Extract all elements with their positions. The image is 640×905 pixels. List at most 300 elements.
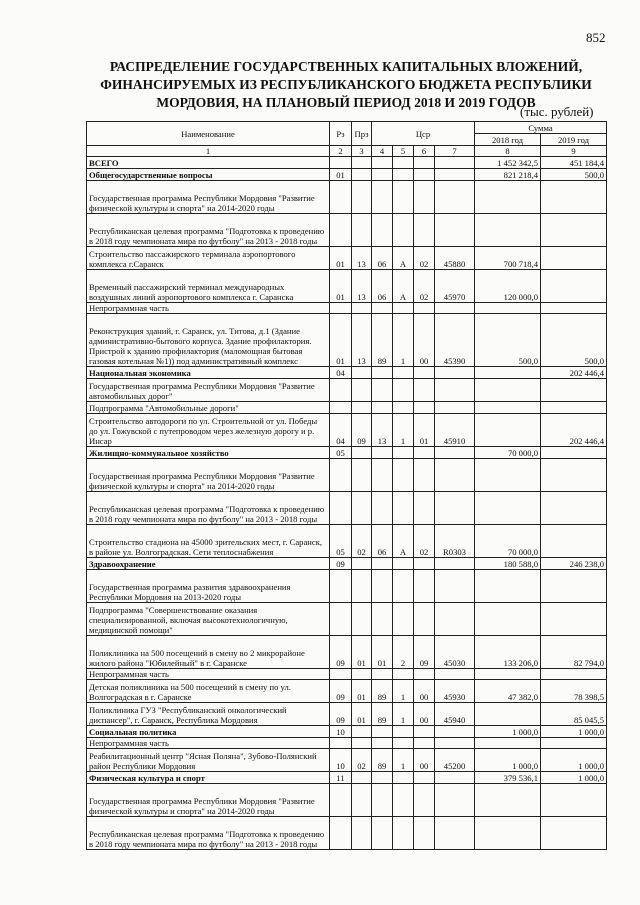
header-2018: 2018 год: [475, 134, 541, 146]
cell-csr-3: 02: [414, 247, 435, 270]
cell-csr-2: 1: [393, 414, 414, 447]
cell-rz: 10: [330, 726, 352, 738]
cell-name: Республиканская целевая программа "Подготовка к проведению в 2018 году чемпионата мира по футболу" на 2013 - 2018 годы: [87, 492, 330, 525]
cell-csr-4: [435, 570, 475, 603]
table-row: [87, 636, 607, 669]
cell-rz: 01: [330, 270, 352, 303]
cell-sum-2019: 82 794,0: [541, 636, 607, 669]
col-number: 1: [87, 146, 330, 157]
cell-rz: [330, 492, 352, 525]
cell-name: Республиканская целевая программа "Подготовка к проведению в 2018 году чемпионата мира по футболу" на 2013 - 2018 годы: [87, 817, 330, 850]
cell-csr-1: [372, 379, 393, 402]
cell-rz: [330, 738, 352, 749]
cell-csr-4: [435, 447, 475, 459]
cell-rz: [330, 379, 352, 402]
cell-prz: [352, 379, 372, 402]
cell-csr-1: [372, 817, 393, 850]
cell-prz: [352, 492, 372, 525]
title-line: ФИНАНСИРУЕМЫХ ИЗ РЕСПУБЛИКАНСКОГО БЮДЖЕТА РЕСПУБЛИКИ: [100, 77, 592, 92]
table-row: [87, 738, 607, 749]
cell-rz: [330, 603, 352, 636]
cell-csr-2: [393, 379, 414, 402]
cell-sum-2018: 1 452 342,5: [475, 157, 541, 169]
cell-rz: 09: [330, 636, 352, 669]
table-row: [87, 270, 607, 303]
cell-name: Государственная программа Республики Мордовия "Развитие физической культуры и спорта" на 2014-2020 годы: [87, 181, 330, 214]
cell-sum-2019: 202 446,4: [541, 414, 607, 447]
cell-sum-2019: [541, 738, 607, 749]
cell-name: Поликлиника ГУЗ "Республиканский онкологический диспансер", г. Саранск, Республика Мордовия: [87, 703, 330, 726]
table-row: [87, 492, 607, 525]
cell-csr-3: [414, 570, 435, 603]
cell-rz: 01: [330, 169, 352, 181]
cell-csr-2: [393, 726, 414, 738]
cell-sum-2018: 821 218,4: [475, 169, 541, 181]
table-row: [87, 680, 607, 703]
cell-csr-1: [372, 772, 393, 784]
cell-sum-2018: 379 536,1: [475, 772, 541, 784]
cell-prz: 01: [352, 680, 372, 703]
cell-csr-1: 89: [372, 680, 393, 703]
cell-rz: [330, 181, 352, 214]
cell-csr-4: [435, 459, 475, 492]
cell-csr-2: [393, 492, 414, 525]
cell-sum-2018: [475, 817, 541, 850]
table-row: [87, 703, 607, 726]
cell-csr-1: [372, 447, 393, 459]
cell-csr-2: [393, 367, 414, 379]
cell-sum-2018: [475, 414, 541, 447]
cell-csr-3: 01: [414, 414, 435, 447]
cell-csr-2: [393, 558, 414, 570]
cell-prz: 13: [352, 314, 372, 367]
cell-rz: [330, 303, 352, 314]
cell-csr-3: 00: [414, 749, 435, 772]
cell-csr-3: [414, 459, 435, 492]
cell-prz: 01: [352, 636, 372, 669]
cell-csr-2: [393, 303, 414, 314]
cell-csr-4: [435, 772, 475, 784]
cell-sum-2019: [541, 214, 607, 247]
cell-csr-3: [414, 726, 435, 738]
cell-csr-4: 45030: [435, 636, 475, 669]
col-number: 6: [414, 146, 435, 157]
col-number: 9: [541, 146, 607, 157]
cell-csr-1: [372, 492, 393, 525]
cell-csr-2: [393, 169, 414, 181]
cell-rz: 09: [330, 680, 352, 703]
cell-name: Временный пассажирский терминал международных воздушных линий аэропортового комплекса г. Саранска: [87, 270, 330, 303]
cell-sum-2019: [541, 402, 607, 414]
table-row: [87, 157, 607, 169]
cell-csr-1: [372, 367, 393, 379]
table-row: [87, 447, 607, 459]
table-row: [87, 772, 607, 784]
cell-rz: 05: [330, 447, 352, 459]
cell-csr-4: [435, 738, 475, 749]
cell-csr-1: [372, 669, 393, 680]
table-row: [87, 570, 607, 603]
cell-csr-3: 02: [414, 270, 435, 303]
cell-name: Общегосударственные вопросы: [87, 169, 330, 181]
cell-csr-4: [435, 214, 475, 247]
cell-csr-1: [372, 726, 393, 738]
cell-csr-2: [393, 669, 414, 680]
cell-csr-3: [414, 784, 435, 817]
cell-prz: [352, 181, 372, 214]
cell-csr-4: [435, 367, 475, 379]
cell-csr-2: [393, 772, 414, 784]
cell-sum-2018: [475, 379, 541, 402]
table-row: [87, 379, 607, 402]
cell-prz: [352, 157, 372, 169]
cell-csr-2: А: [393, 525, 414, 558]
cell-csr-4: [435, 784, 475, 817]
table-row: [87, 726, 607, 738]
cell-csr-4: [435, 157, 475, 169]
cell-csr-4: [435, 181, 475, 214]
cell-name: Поликлиника на 500 посещений в смену во 2 микрорайоне жилого района "Юбилейный" в г. Саранске: [87, 636, 330, 669]
cell-csr-2: [393, 214, 414, 247]
cell-csr-3: [414, 669, 435, 680]
table-body: [87, 157, 607, 850]
cell-sum-2019: 78 398,5: [541, 680, 607, 703]
cell-csr-2: [393, 402, 414, 414]
title-line: МОРДОВИЯ, НА ПЛАНОВЫЙ ПЕРИОД 2018 И 2019 ГОДОВ: [156, 95, 536, 110]
cell-csr-1: 06: [372, 525, 393, 558]
cell-sum-2019: [541, 270, 607, 303]
cell-csr-4: [435, 402, 475, 414]
cell-csr-1: [372, 738, 393, 749]
cell-rz: 01: [330, 314, 352, 367]
table-row: [87, 214, 607, 247]
cell-rz: 04: [330, 414, 352, 447]
cell-sum-2018: [475, 738, 541, 749]
cell-sum-2018: [475, 459, 541, 492]
cell-sum-2019: 202 446,4: [541, 367, 607, 379]
cell-name: Строительство стадиона на 45000 зрительских мест, г. Саранск, в районе ул. Волгоградская. Сети теплоснабжения: [87, 525, 330, 558]
cell-prz: [352, 772, 372, 784]
cell-prz: 13: [352, 270, 372, 303]
table-row: [87, 749, 607, 772]
cell-sum-2019: [541, 247, 607, 270]
header-csr: Цср: [372, 122, 475, 146]
header-rz: Рз: [330, 122, 352, 146]
col-number: 5: [393, 146, 414, 157]
cell-csr-3: 09: [414, 636, 435, 669]
cell-prz: [352, 367, 372, 379]
cell-csr-3: [414, 169, 435, 181]
cell-csr-2: [393, 603, 414, 636]
cell-csr-4: [435, 669, 475, 680]
cell-prz: 02: [352, 749, 372, 772]
table-row: [87, 669, 607, 680]
cell-sum-2018: 500,0: [475, 314, 541, 367]
cell-sum-2018: [475, 570, 541, 603]
cell-sum-2019: 1 000,0: [541, 772, 607, 784]
table-row: [87, 558, 607, 570]
cell-csr-3: [414, 367, 435, 379]
cell-csr-3: [414, 738, 435, 749]
table-row: [87, 303, 607, 314]
cell-name: Строительство пассажирского терминала аэропортового комплекса г.Саранск: [87, 247, 330, 270]
cell-csr-2: 2: [393, 636, 414, 669]
title-line: РАСПРЕДЕЛЕНИЕ ГОСУДАРСТВЕННЫХ КАПИТАЛЬНЫХ ВЛОЖЕНИЙ,: [109, 59, 583, 74]
budget-table: [86, 121, 607, 850]
col-number: 7: [435, 146, 475, 157]
cell-sum-2019: [541, 181, 607, 214]
table-row: [87, 247, 607, 270]
cell-csr-1: [372, 169, 393, 181]
cell-rz: [330, 157, 352, 169]
cell-prz: 01: [352, 703, 372, 726]
cell-sum-2019: 85 045,5: [541, 703, 607, 726]
cell-sum-2019: [541, 669, 607, 680]
cell-sum-2019: [541, 447, 607, 459]
cell-name: Здравоохранение: [87, 558, 330, 570]
cell-csr-3: [414, 817, 435, 850]
cell-csr-3: [414, 447, 435, 459]
cell-prz: [352, 784, 372, 817]
cell-prz: 09: [352, 414, 372, 447]
cell-sum-2018: [475, 492, 541, 525]
cell-csr-4: [435, 817, 475, 850]
cell-name: Непрограммная часть: [87, 303, 330, 314]
cell-name: Жилищно-коммунальное хозяйство: [87, 447, 330, 459]
cell-sum-2019: [541, 303, 607, 314]
page-number: 852: [586, 30, 606, 45]
table-row: [87, 314, 607, 367]
cell-name: Строительство автодороги по ул. Строительной от ул. Победы до ул. Гожувской с путепроводом через железную дорогу и р. Инсар: [87, 414, 330, 447]
cell-csr-3: 00: [414, 314, 435, 367]
cell-name: Непрограммная часть: [87, 738, 330, 749]
cell-name: Социальная политика: [87, 726, 330, 738]
cell-csr-4: [435, 558, 475, 570]
cell-csr-4: [435, 603, 475, 636]
cell-csr-4: 45200: [435, 749, 475, 772]
header-2019: 2019 год: [541, 134, 607, 146]
cell-csr-1: 06: [372, 270, 393, 303]
cell-name: Детская поликлиника на 500 посещений в смену по ул. Волгоградская в г. Саранске: [87, 680, 330, 703]
cell-sum-2018: 1 000,0: [475, 726, 541, 738]
cell-csr-4: [435, 169, 475, 181]
cell-csr-3: 02: [414, 525, 435, 558]
table-row: [87, 603, 607, 636]
cell-sum-2019: [541, 570, 607, 603]
header-name: Наименование: [87, 122, 330, 146]
cell-rz: 09: [330, 703, 352, 726]
cell-name: Государственная программа Республики Мордовия "Развитие физической культуры и спорта" на 2014-2020 годы: [87, 459, 330, 492]
cell-csr-4: 45970: [435, 270, 475, 303]
cell-sum-2018: 120 000,0: [475, 270, 541, 303]
cell-csr-3: [414, 558, 435, 570]
cell-sum-2019: 500,0: [541, 169, 607, 181]
cell-prz: [352, 817, 372, 850]
cell-csr-3: [414, 402, 435, 414]
cell-csr-3: 00: [414, 703, 435, 726]
cell-csr-1: 13: [372, 414, 393, 447]
cell-csr-2: 1: [393, 314, 414, 367]
cell-sum-2019: [541, 492, 607, 525]
cell-csr-4: 45910: [435, 414, 475, 447]
cell-prz: [352, 303, 372, 314]
cell-csr-2: [393, 784, 414, 817]
table-row: [87, 402, 607, 414]
cell-name: Государственная программа развития здравоохранения Республики Мордовия на 2013-2020 годы: [87, 570, 330, 603]
cell-csr-3: [414, 772, 435, 784]
cell-csr-4: 45930: [435, 680, 475, 703]
cell-prz: 02: [352, 525, 372, 558]
cell-csr-4: R0303: [435, 525, 475, 558]
header-sum: Сумма: [475, 122, 607, 134]
cell-prz: [352, 459, 372, 492]
table-row: [87, 459, 607, 492]
cell-rz: 01: [330, 247, 352, 270]
table-row: [87, 367, 607, 379]
cell-csr-4: [435, 726, 475, 738]
cell-sum-2019: 500,0: [541, 314, 607, 367]
cell-sum-2018: [475, 669, 541, 680]
cell-sum-2019: 1 000,0: [541, 726, 607, 738]
cell-sum-2018: [475, 367, 541, 379]
cell-name: Государственная программа Республики Мордовия "Развитие автомобильных дорог": [87, 379, 330, 402]
cell-sum-2018: 1 000,0: [475, 749, 541, 772]
cell-sum-2018: 700 718,4: [475, 247, 541, 270]
cell-csr-4: 45940: [435, 703, 475, 726]
cell-csr-1: [372, 570, 393, 603]
cell-sum-2018: 47 382,0: [475, 680, 541, 703]
header-prz: Прз: [352, 122, 372, 146]
cell-sum-2018: [475, 784, 541, 817]
cell-prz: [352, 447, 372, 459]
cell-sum-2019: [541, 459, 607, 492]
cell-sum-2018: 133 206,0: [475, 636, 541, 669]
cell-rz: [330, 459, 352, 492]
cell-csr-1: 89: [372, 749, 393, 772]
cell-csr-2: 1: [393, 749, 414, 772]
cell-csr-3: [414, 214, 435, 247]
cell-csr-1: [372, 214, 393, 247]
cell-sum-2019: [541, 525, 607, 558]
col-number: 8: [475, 146, 541, 157]
cell-csr-4: [435, 492, 475, 525]
cell-csr-3: [414, 181, 435, 214]
table-row: [87, 784, 607, 817]
cell-csr-1: 89: [372, 703, 393, 726]
cell-prz: [352, 214, 372, 247]
cell-csr-4: [435, 379, 475, 402]
cell-sum-2018: [475, 303, 541, 314]
cell-rz: [330, 570, 352, 603]
cell-sum-2018: [475, 402, 541, 414]
cell-csr-2: [393, 157, 414, 169]
cell-prz: [352, 402, 372, 414]
cell-name: Подпрограмма "Совершенствование оказания специализированной, включая высокотехнологичную, медицинской помощи": [87, 603, 330, 636]
cell-prz: [352, 738, 372, 749]
cell-sum-2019: 451 184,4: [541, 157, 607, 169]
cell-csr-2: [393, 181, 414, 214]
col-number: 3: [352, 146, 372, 157]
cell-csr-2: А: [393, 270, 414, 303]
cell-csr-4: [435, 303, 475, 314]
cell-sum-2019: 246 238,0: [541, 558, 607, 570]
cell-rz: [330, 402, 352, 414]
cell-csr-3: [414, 303, 435, 314]
cell-csr-4: 45390: [435, 314, 475, 367]
cell-rz: 05: [330, 525, 352, 558]
cell-name: Реконструкция зданий, г. Саранск, ул. Титова, д.1 (Здание административно-бытового корпуса. Здание профилактория. Пристрой к зданию профилактория (маломощная бытовая газовая котельная №1)) под административный комплекс: [87, 314, 330, 367]
col-number: 4: [372, 146, 393, 157]
cell-name: Физическая культура и спорт: [87, 772, 330, 784]
cell-csr-1: [372, 303, 393, 314]
cell-prz: [352, 169, 372, 181]
cell-rz: 10: [330, 749, 352, 772]
cell-name: Республиканская целевая программа "Подготовка к проведению в 2018 году чемпионата мира по футболу" на 2013 - 2018 годы: [87, 214, 330, 247]
cell-sum-2018: 70 000,0: [475, 525, 541, 558]
cell-rz: [330, 784, 352, 817]
cell-csr-4: 45880: [435, 247, 475, 270]
cell-sum-2018: 180 588,0: [475, 558, 541, 570]
cell-csr-2: [393, 570, 414, 603]
cell-csr-1: [372, 181, 393, 214]
cell-sum-2018: [475, 181, 541, 214]
cell-csr-3: [414, 492, 435, 525]
cell-sum-2018: [475, 703, 541, 726]
cell-prz: [352, 570, 372, 603]
cell-csr-2: [393, 447, 414, 459]
cell-rz: [330, 817, 352, 850]
cell-csr-3: [414, 603, 435, 636]
cell-name: Подпрограмма "Автомобильные дороги": [87, 402, 330, 414]
cell-csr-1: [372, 459, 393, 492]
cell-csr-1: [372, 402, 393, 414]
cell-name: Национальная экономика: [87, 367, 330, 379]
table-row: [87, 414, 607, 447]
cell-csr-2: А: [393, 247, 414, 270]
cell-rz: [330, 669, 352, 680]
column-number-row: [87, 146, 607, 157]
cell-csr-1: 01: [372, 636, 393, 669]
cell-prz: 13: [352, 247, 372, 270]
cell-csr-1: 89: [372, 314, 393, 367]
cell-name: Государственная программа Республики Мордовия "Развитие физической культуры и спорта" на 2014-2020 годы: [87, 784, 330, 817]
cell-csr-3: 00: [414, 680, 435, 703]
cell-sum-2019: 1 000,0: [541, 749, 607, 772]
cell-rz: 04: [330, 367, 352, 379]
cell-csr-2: 1: [393, 703, 414, 726]
cell-prz: [352, 603, 372, 636]
cell-csr-2: 1: [393, 680, 414, 703]
cell-csr-2: [393, 817, 414, 850]
col-number: 2: [330, 146, 352, 157]
cell-sum-2019: [541, 603, 607, 636]
cell-prz: [352, 726, 372, 738]
table-row: [87, 169, 607, 181]
cell-sum-2019: [541, 379, 607, 402]
cell-sum-2019: [541, 817, 607, 850]
cell-sum-2018: 70 000,0: [475, 447, 541, 459]
cell-sum-2018: [475, 603, 541, 636]
cell-rz: 11: [330, 772, 352, 784]
cell-csr-3: [414, 157, 435, 169]
cell-csr-1: [372, 603, 393, 636]
cell-prz: [352, 558, 372, 570]
table-row: [87, 181, 607, 214]
cell-csr-3: [414, 379, 435, 402]
units-label: (тыс. рублей): [520, 104, 594, 119]
cell-name: Реабилитационный центр "Ясная Поляна", Зубово-Полянский район Республики Мордовия: [87, 749, 330, 772]
cell-prz: [352, 669, 372, 680]
